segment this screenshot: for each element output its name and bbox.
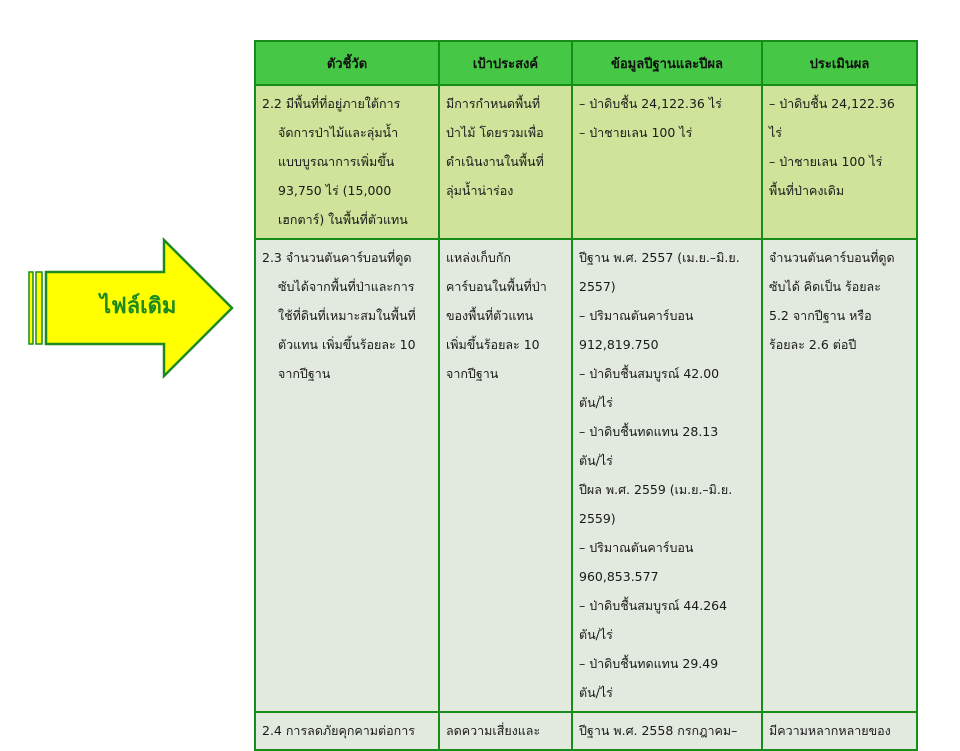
- cell-line: จัดการป่าไม้และลุ่มน้ำ: [278, 125, 399, 140]
- cell-line: – ป่าชายเลน 100 ไร่: [579, 125, 693, 140]
- cell-line: – ปริมาณตันคาร์บอน: [579, 540, 694, 555]
- cell-indicator: [255, 85, 439, 239]
- cell-line: ร้อยละ 2.6 ต่อปี: [769, 337, 857, 352]
- cell-line: 912,819.750: [579, 337, 659, 352]
- cell-line: ปีฐาน พ.ศ. 2558 กรกฎาคม–: [579, 723, 738, 738]
- cell-line: จากปีฐาน: [446, 366, 499, 381]
- cell-line: ป่าไม้ โดยรวมเพื่อ: [446, 125, 544, 140]
- table-row: [255, 712, 917, 750]
- cell-line: ปีฐาน พ.ศ. 2557 (เม.ย.–มิ.ย.: [579, 250, 740, 265]
- cell-line: ไร่: [769, 125, 783, 140]
- arrow-label: ไฟล์เดิม: [100, 294, 177, 319]
- header-evaluation: ประเมินผล: [762, 41, 917, 85]
- cell-line: ตัวแทน เพิ่มขึ้นร้อยละ 10: [278, 337, 416, 352]
- cell-line: ปีผล พ.ศ. 2559 (เม.ย.–มิ.ย.: [579, 482, 733, 497]
- cell-line: 960,853.577: [579, 569, 659, 584]
- cell-line: พื้นที่ป่าคงเดิม: [769, 183, 845, 198]
- cell-line: ลุ่มน้ำน่าร่อง: [446, 183, 514, 198]
- cell-goal: [439, 85, 572, 239]
- table-row: [255, 239, 917, 712]
- right-arrow-shape: [28, 238, 234, 378]
- header-indicator: ตัวชี้วัด: [255, 41, 439, 85]
- cell-line: มีการกำหนดพื้นที่: [446, 96, 541, 111]
- cell-goal: [439, 239, 572, 712]
- cell-line: – ป่าชายเลน 100 ไร่: [769, 154, 883, 169]
- cell-evaluation: [762, 239, 917, 712]
- cell-line: แหล่งเก็บกัก: [446, 250, 511, 265]
- header-goal: เป้าประสงค์: [439, 41, 572, 85]
- cell-line: 2557): [579, 279, 616, 294]
- cell-line: ตัน/ไร่: [579, 395, 613, 410]
- cell-line: คาร์บอนในพื้นที่ป่า: [446, 279, 547, 294]
- cell-line: ตัน/ไร่: [579, 627, 613, 642]
- cell-line: – ป่าดิบชื้นทดแทน 29.49: [579, 656, 719, 671]
- indicator-table: [254, 40, 918, 751]
- cell-baseline: [572, 85, 762, 239]
- cell-line: – ป่าดิบชื้นสมบูรณ์ 44.264: [579, 598, 728, 613]
- cell-line: ตัน/ไร่: [579, 685, 613, 700]
- cell-line: ใช้ที่ดินที่เหมาะสมในพื้นที่: [278, 308, 416, 323]
- cell-goal: [439, 712, 572, 750]
- cell-line: 2559): [579, 511, 616, 526]
- cell-baseline: [572, 239, 762, 712]
- cell-indicator: [255, 239, 439, 712]
- table-row: [255, 85, 917, 239]
- cell-evaluation: [762, 712, 917, 750]
- cell-line: เฮกตาร์) ในพื้นที่ตัวแทน: [278, 212, 408, 227]
- cell-line: ซับได้ คิดเป็น ร้อยละ: [769, 279, 881, 294]
- cell-baseline: [572, 712, 762, 750]
- header-baseline: ข้อมูลปีฐานและปีผล: [572, 41, 762, 85]
- cell-line: ซับได้จากพื้นที่ป่าและการ: [278, 279, 415, 294]
- cell-line: แบบบูรณาการเพิ่มขึ้น: [278, 154, 395, 169]
- cell-evaluation: [762, 85, 917, 239]
- cell-line: 2.3 จำนวนตันคาร์บอนที่ดูด: [262, 250, 412, 265]
- cell-line: จากปีฐาน: [278, 366, 331, 381]
- cell-line: 5.2 จากปีฐาน หรือ: [769, 308, 872, 323]
- cell-line: – ป่าดิบชื้น 24,122.36 ไร่: [579, 96, 722, 111]
- cell-line: – ปริมาณตันคาร์บอน: [579, 308, 694, 323]
- cell-line: ตัน/ไร่: [579, 453, 613, 468]
- cell-indicator: [255, 712, 439, 750]
- indicator-table-container: [254, 40, 916, 738]
- cell-line: 2.2 มีพื้นที่ที่อยู่ภายใต้การ: [262, 96, 401, 111]
- cell-line: 2.4 การลดภัยคุกคามต่อการ: [262, 723, 415, 738]
- table-header-row: [255, 41, 917, 85]
- cell-line: ของพื้นที่ตัวแทน: [446, 308, 534, 323]
- cell-line: มีความหลากหลายของ: [769, 723, 891, 738]
- cell-line: จำนวนตันคาร์บอนที่ดูด: [769, 250, 895, 265]
- cell-line: – ป่าดิบชื้นสมบูรณ์ 42.00: [579, 366, 720, 381]
- cell-line: – ป่าดิบชื้นทดแทน 28.13: [579, 424, 719, 439]
- cell-line: ดำเนินงานในพื้นที่: [446, 154, 544, 169]
- cell-line: – ป่าดิบชื้น 24,122.36: [769, 96, 895, 111]
- cell-line: เพิ่มขึ้นร้อยละ 10: [446, 337, 540, 352]
- cell-line: ลดความเสี่ยงและ: [446, 723, 541, 738]
- cell-line: 93,750 ไร่ (15,000: [278, 183, 392, 198]
